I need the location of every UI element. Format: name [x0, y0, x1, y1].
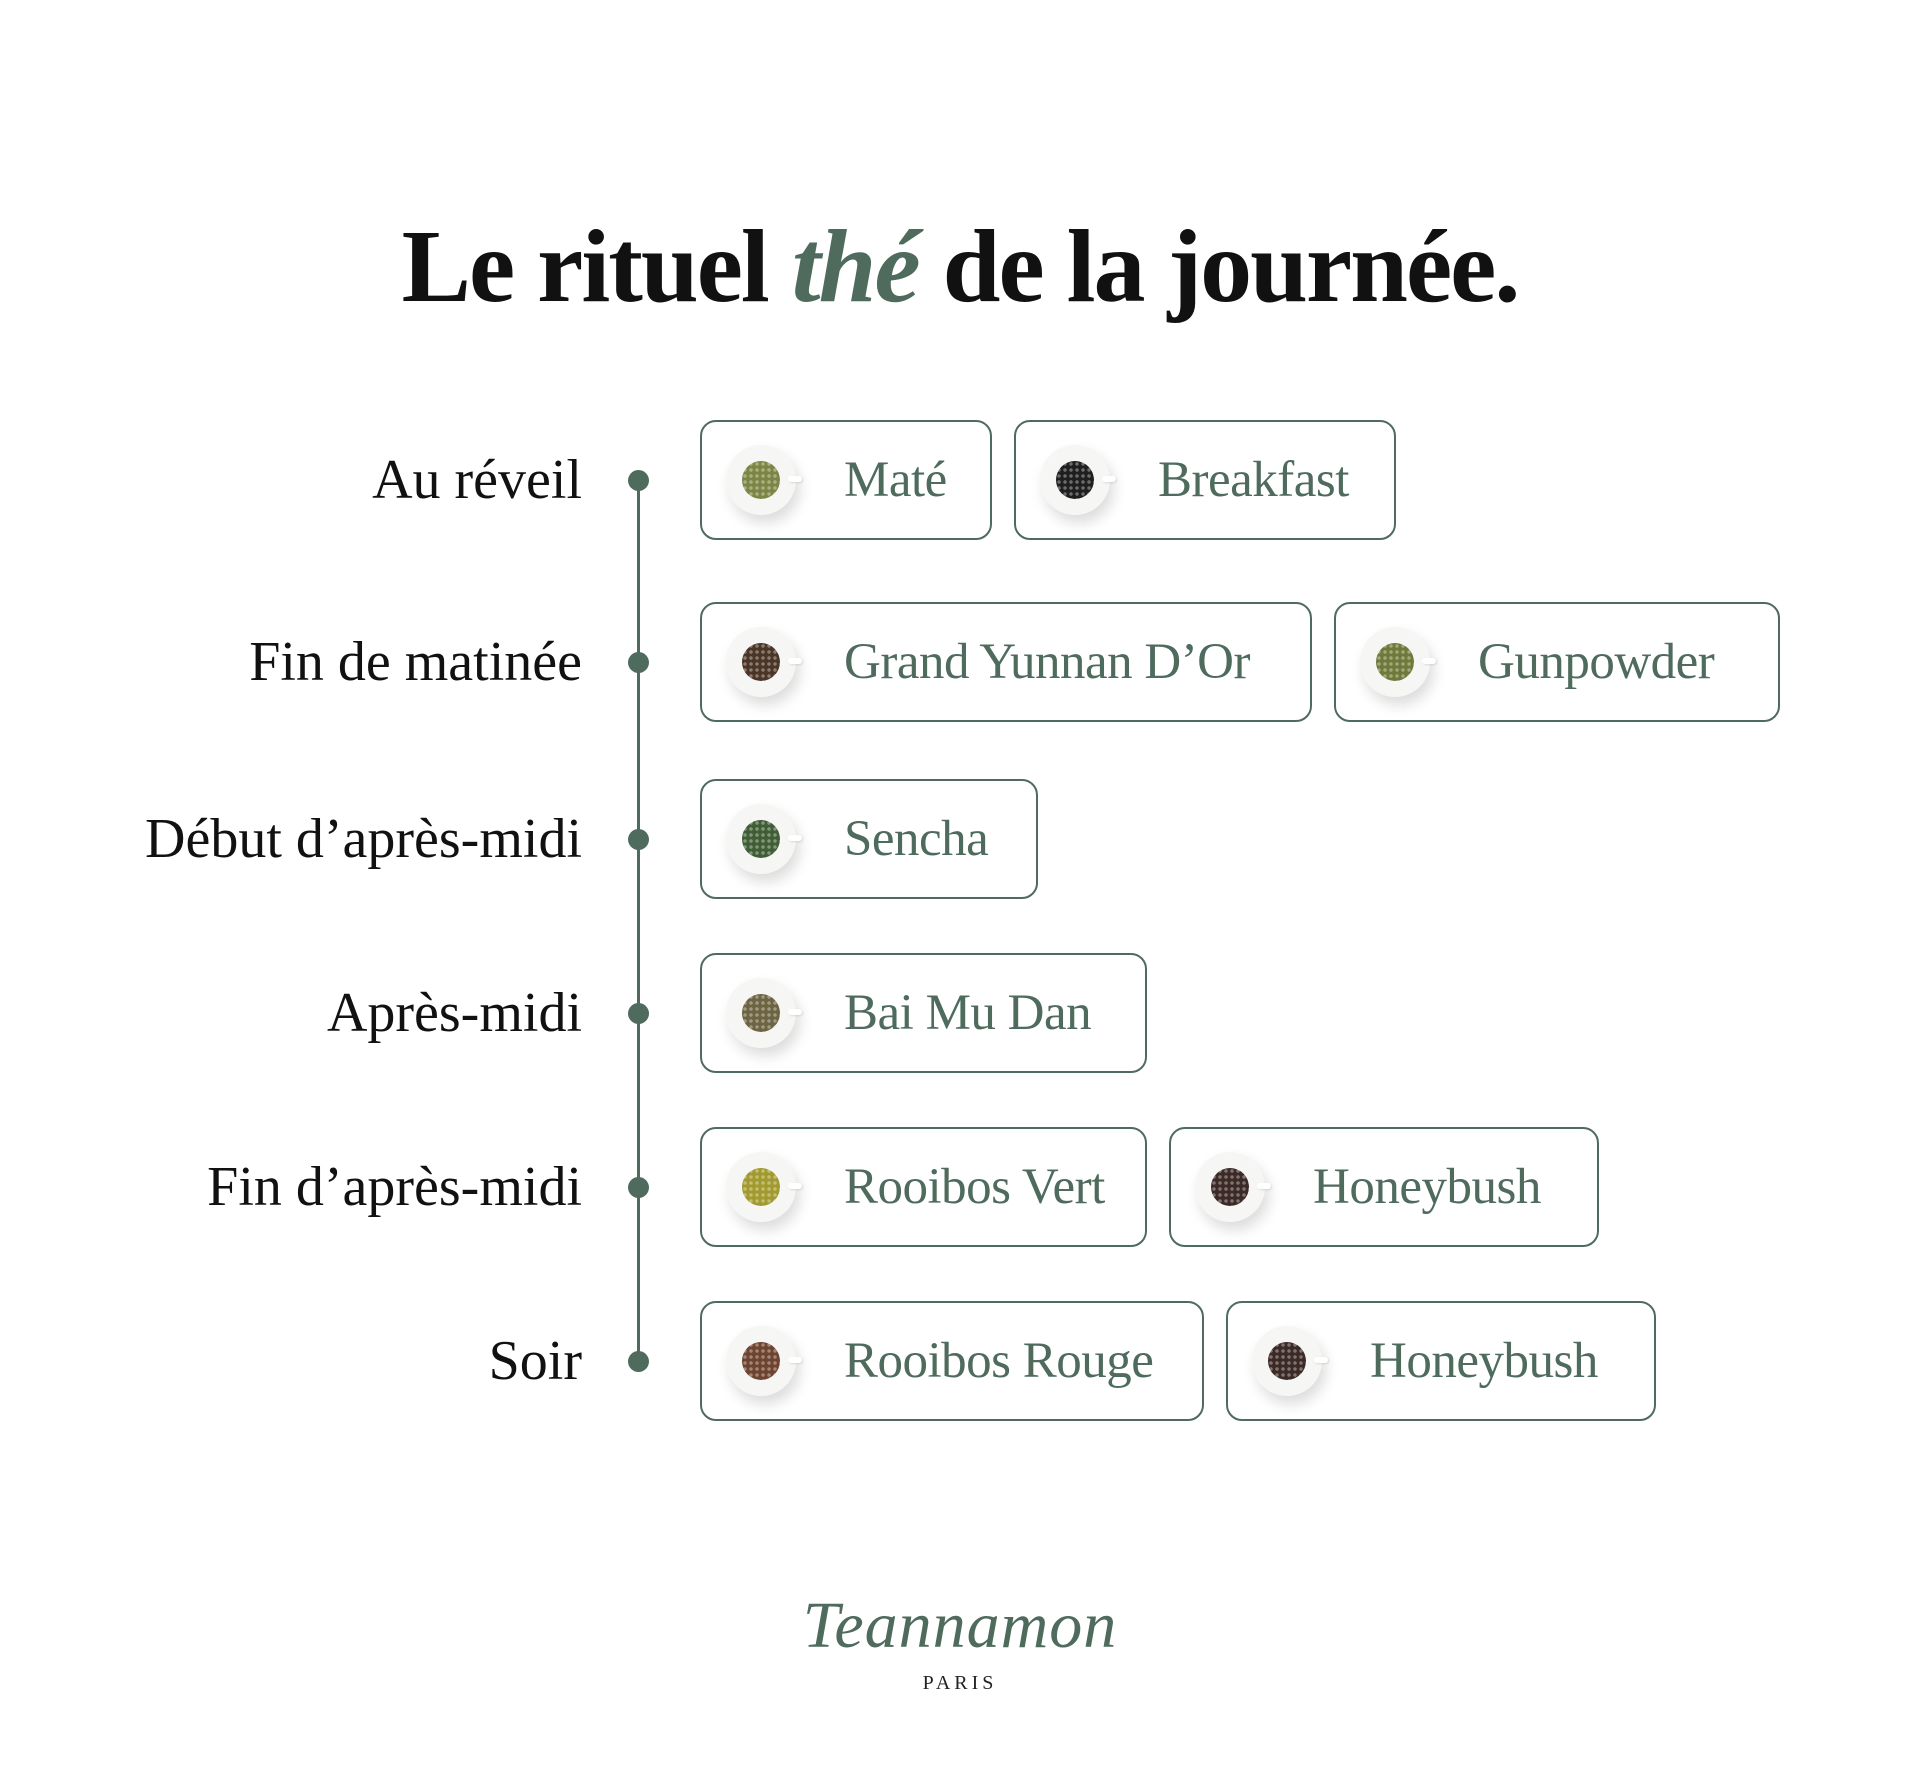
tea-card-mate[interactable] — [700, 420, 992, 540]
tea-name: Bai Mu Dan — [844, 985, 1092, 1041]
tea-name: Honeybush — [1370, 1333, 1598, 1389]
tea-list — [700, 602, 1780, 722]
tea-bowl-icon — [726, 804, 796, 874]
tea-name: Breakfast — [1158, 452, 1349, 508]
tea-list — [700, 1301, 1656, 1421]
moment-label: Après-midi — [326, 982, 582, 1044]
tea-card-honeybush[interactable] — [1226, 1301, 1656, 1421]
tea-card-breakfast[interactable] — [1014, 420, 1396, 540]
moment-row-debut-dapres-midi — [0, 779, 1920, 899]
tea-card-rooibos-rouge[interactable] — [700, 1301, 1204, 1421]
tea-bowl-icon — [1252, 1326, 1322, 1396]
tea-name: Rooibos Vert — [844, 1159, 1105, 1215]
tea-list — [700, 779, 1038, 899]
tea-name: Grand Yunnan D’Or — [844, 634, 1250, 690]
tea-name: Gunpowder — [1478, 634, 1715, 690]
timeline-dot — [628, 470, 649, 491]
brand-logo: Teannamon — [802, 1589, 1118, 1662]
tea-card-gunpowder[interactable] — [1334, 602, 1780, 722]
tea-leaves — [1268, 1342, 1306, 1380]
moment-row-au-reveil — [0, 420, 1920, 540]
title-prefix: Le rituel — [401, 208, 792, 324]
tea-leaves — [742, 820, 780, 858]
tea-leaves — [742, 994, 780, 1032]
timeline-dot — [628, 829, 649, 850]
tea-name: Sencha — [844, 811, 989, 867]
tea-card-honeybush[interactable] — [1169, 1127, 1599, 1247]
tea-bowl-icon — [726, 627, 796, 697]
tea-bowl-icon — [726, 1326, 796, 1396]
tea-bowl-icon — [726, 1152, 796, 1222]
tea-leaves — [742, 1342, 780, 1380]
moment-label: Soir — [488, 1330, 582, 1392]
tea-list — [700, 953, 1147, 1073]
tea-bowl-icon — [1195, 1152, 1265, 1222]
tea-card-bai-mu-dan[interactable] — [700, 953, 1147, 1073]
brand-city: PARIS — [922, 1672, 998, 1694]
moment-label: Au réveil — [372, 449, 582, 511]
moment-row-apres-midi — [0, 953, 1920, 1073]
timeline-dot — [628, 1351, 649, 1372]
moment-label: Fin de matinée — [249, 631, 582, 693]
tea-bowl-icon — [726, 978, 796, 1048]
tea-leaves — [1376, 643, 1414, 681]
tea-leaves — [742, 1168, 780, 1206]
timeline-dot — [628, 1177, 649, 1198]
tea-list — [700, 420, 1396, 540]
moment-row-fin-dapres-midi — [0, 1127, 1920, 1247]
tea-name: Rooibos Rouge — [844, 1333, 1154, 1389]
tea-name: Honeybush — [1313, 1159, 1541, 1215]
moment-label: Début d’après-midi — [145, 808, 582, 870]
tea-card-grand-yunnan-dor[interactable] — [700, 602, 1312, 722]
tea-bowl-icon — [1360, 627, 1430, 697]
tea-leaves — [742, 461, 780, 499]
tea-card-sencha[interactable] — [700, 779, 1038, 899]
tea-bowl-icon — [726, 445, 796, 515]
timeline-dot — [628, 1003, 649, 1024]
tea-bowl-icon — [1040, 445, 1110, 515]
title-suffix: de la journée. — [918, 208, 1519, 324]
page-title — [0, 208, 1920, 324]
moment-row-fin-de-matinee — [0, 602, 1920, 722]
title-accent: thé — [791, 208, 919, 324]
tea-list — [700, 1127, 1599, 1247]
timeline-dot — [628, 652, 649, 673]
tea-name: Maté — [844, 452, 947, 508]
moment-row-soir — [0, 1301, 1920, 1421]
tea-card-rooibos-vert[interactable] — [700, 1127, 1147, 1247]
tea-leaves — [742, 643, 780, 681]
tea-leaves — [1056, 461, 1094, 499]
tea-leaves — [1211, 1168, 1249, 1206]
moment-label: Fin d’après-midi — [207, 1156, 582, 1218]
